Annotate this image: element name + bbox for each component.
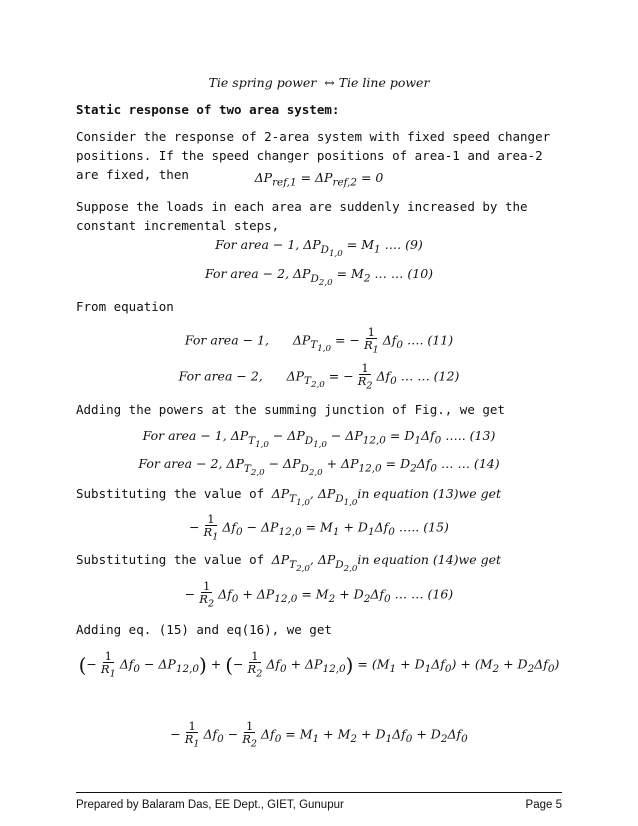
from-equation-label: From equation [76, 299, 174, 314]
paragraph-2: Suppose the loads in each area are suddenly increased by the constant incremental steps, [76, 199, 528, 233]
equation-12: For area − 2, $\Delta P_{T_{2,0}}$ = − $\frac{1}{R_2}$ $\Delta f_0$ … … (12) [178, 361, 460, 392]
equation-13: For area − 1, $\Delta P_{T_{1,0}} - \Delta P_{D_{1,0}} - \Delta P_{12,0} = D_1\Delta f_0$ ….. (13) [142, 428, 496, 450]
equation-16: − $\frac{1}{R_2}$ $\Delta f_0 + \Delta P_{12,0} = M_2 + D_2\Delta f_0$ … … (16) [184, 579, 454, 610]
header-formula: Tie spring power ↔ Tie line power [208, 75, 430, 90]
page-footer [76, 792, 562, 811]
substituting-text-1: Substituting the value of $\Delta P_{T_{1,0}}$, $\Delta P_{D_{1,0}}in$ equation (13)we get [76, 486, 502, 508]
equation-14: For area − 2, $\Delta P_{T_{2,0}} - \Delta P_{D_{2,0}} + \Delta P_{12,0} = D_2\Delta f_0$ … … (14) [138, 456, 500, 478]
section-title: Static response of two area system: [76, 102, 340, 117]
substituting-text-2: Substituting the value of $\Delta P_{T_{2,0}}$, $\Delta P_{D_{2,0}}in$ equation (14)we get [76, 552, 502, 574]
equation-sum: (− $\frac{1}{R_1}$ $\Delta f_0 - \Delta P_{12,0}$) + (− $\frac{1}{R_2}$ $\Delta f_0 + \Delta P_{12,0}) = (M_1 + D_1\Delta f_0) + (M_2 + D_2\Delta f_0)$ [78, 649, 560, 680]
footer-author: Prepared by Balaram Das, EE Dept., GIET, Gunupur [76, 799, 344, 811]
adding-powers-text: Adding the powers at the summing junction of Fig., we get [76, 402, 505, 417]
equation-15: − $\frac{1}{R_1}$ $\Delta f_0 - \Delta P_{12,0} = M_1 + D_1\Delta f_0$ ….. (15) [189, 512, 449, 543]
equation-11: For area − 1, $\Delta P_{T_{1,0}}$ = − $\frac{1}{R_1}$ $\Delta f_0$ …. (11) [184, 325, 454, 356]
equation-ref-zero: $\Delta P_{ref,1} = \Delta P_{ref,2} = 0$ [254, 170, 384, 189]
paragraph-1: Consider the response of 2-area system with fixed speed changer positions. If the speed changer positions of area-1 and area-2 are fixed, then [76, 129, 551, 182]
equation-final: − $\frac{1}{R_1}$ $\Delta f_0$ − $\frac{1}{R_2}$ $\Delta f_0 = M_1 + M_2 + D_1\Delta f_0 + D_2\Delta f_0$ [170, 719, 468, 750]
adding-equations-text: Adding eq. (15) and eq(16), we get [76, 622, 332, 637]
equation-9: For area − 1, $\Delta P_{D_{1,0}} = M_1$ …. (9) [215, 237, 423, 259]
equation-10: For area − 2, $\Delta P_{D_{2,0}} = M_2$ … … (10) [204, 266, 434, 288]
page-number: Page 5 [525, 799, 562, 811]
